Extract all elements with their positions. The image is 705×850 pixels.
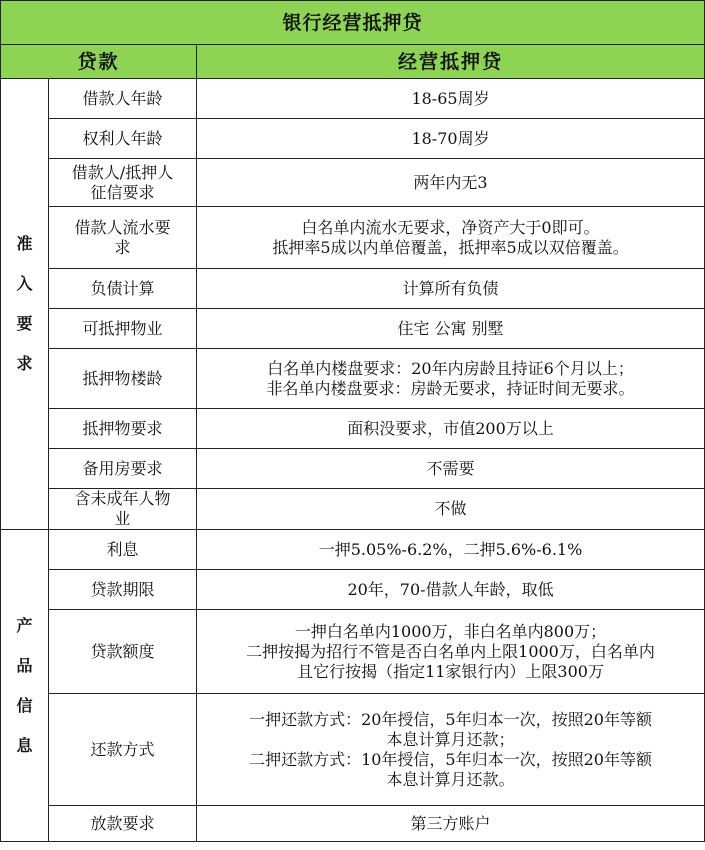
row-label: 利息 <box>49 530 197 570</box>
table-row <box>1 694 705 806</box>
table-row <box>1 570 705 610</box>
title-row <box>1 1 705 45</box>
row-value: 住宅 公寓 别墅 <box>197 309 705 349</box>
table-row <box>1 79 705 119</box>
row-label: 负债计算 <box>49 269 197 309</box>
table-row <box>1 207 705 269</box>
table-row <box>1 806 705 842</box>
row-value: 计算所有负债 <box>197 269 705 309</box>
table-row <box>1 119 705 159</box>
section-admission-label: 准 入 要 求 <box>1 79 49 530</box>
table-row <box>1 489 705 530</box>
header-loan: 贷款 <box>1 45 197 79</box>
table-row <box>1 409 705 449</box>
row-value: 一押5.05%-6.2%，二押5.6%-6.1% <box>197 530 705 570</box>
row-value: 18-70周岁 <box>197 119 705 159</box>
row-value: 不需要 <box>197 449 705 489</box>
row-label: 可抵押物业 <box>49 309 197 349</box>
row-label: 贷款额度 <box>49 610 197 694</box>
row-value: 面积没要求，市值200万以上 <box>197 409 705 449</box>
row-label: 备用房要求 <box>49 449 197 489</box>
row-value: 白名单内楼盘要求：20年内房龄且持证6个月以上； 非名单内楼盘要求：房龄无要求，持证时间无要求。 <box>197 349 705 409</box>
row-value: 两年内无3 <box>197 159 705 207</box>
row-label: 贷款期限 <box>49 570 197 610</box>
table-title: 银行经营抵押贷 <box>1 1 705 45</box>
row-label: 含未成年人物 业 <box>49 489 197 530</box>
row-label: 放款要求 <box>49 806 197 842</box>
row-label: 还款方式 <box>49 694 197 806</box>
row-label: 抵押物要求 <box>49 409 197 449</box>
row-value: 一押白名单内1000万，非白名单内800万； 二押按揭为招行不管是否白名单内上限1000万，白名单内 且它行按揭（指定11家银行内）上限300万 <box>197 610 705 694</box>
table-row <box>1 530 705 570</box>
table-row <box>1 449 705 489</box>
section-product-label: 产 品 信 息 <box>1 530 49 842</box>
table-row <box>1 349 705 409</box>
table-row <box>1 309 705 349</box>
row-label: 借款人流水要 求 <box>49 207 197 269</box>
row-value: 18-65周岁 <box>197 79 705 119</box>
row-value: 一押还款方式：20年授信，5年归本一次，按照20年等额 本息计算月还款； 二押还款方式：10年授信，5年归本一次，按照20年等额 本息计算月还款。 <box>197 694 705 806</box>
row-label: 抵押物楼龄 <box>49 349 197 409</box>
header-product: 经营抵押贷 <box>197 45 705 79</box>
row-label: 借款人/抵押人 征信要求 <box>49 159 197 207</box>
table-row <box>1 159 705 207</box>
table-row <box>1 610 705 694</box>
row-value: 20年，70-借款人年龄，取低 <box>197 570 705 610</box>
row-label: 权利人年龄 <box>49 119 197 159</box>
row-label: 借款人年龄 <box>49 79 197 119</box>
table-row <box>1 269 705 309</box>
row-value: 不做 <box>197 489 705 530</box>
row-value: 第三方账户 <box>197 806 705 842</box>
header-row <box>1 45 705 79</box>
row-value: 白名单内流水无要求，净资产大于0即可。 抵押率5成以内单倍覆盖，抵押率5成以双倍覆盖。 <box>197 207 705 269</box>
